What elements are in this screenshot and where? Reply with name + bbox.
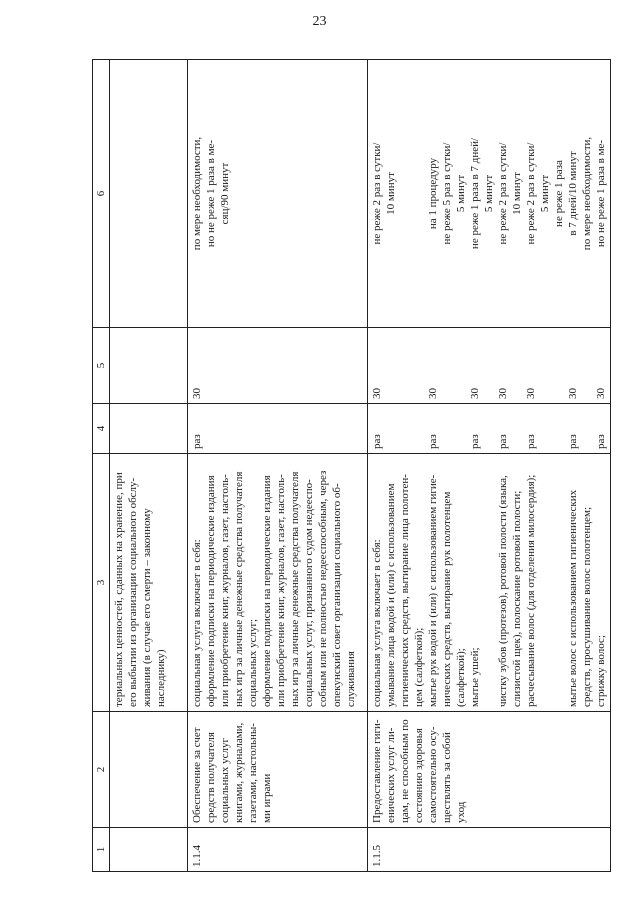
header-col-1: 1 bbox=[93, 828, 110, 872]
table-row bbox=[188, 60, 368, 872]
row-number: 1.1.4 bbox=[188, 828, 368, 872]
table-row bbox=[110, 60, 188, 872]
service-description: териальных ценностей, сданных на хранение, при его выбытии из организации социального обслу- живания (в случае его смерти – законному наследнику) bbox=[110, 454, 188, 712]
header-col-5: 5 bbox=[93, 328, 110, 404]
service-description: социальная услуга включает в себя: оформление подписки на периодические издания или приобретение книг, журналов, газет, настоль- ных игр за личные денежные средства получателя социальных услуг; оформление подписки на периодические издания или приобретение книг, журналов, газет, настоль- ных игр за личные денежные средства получателя социальных услуг, признанного судом недееспо- собным или не полностью недееспособным, через опекунский совет организации социального об- служивания bbox=[188, 454, 368, 712]
service-time bbox=[110, 328, 188, 404]
service-name bbox=[110, 712, 188, 828]
rotated-table-area bbox=[92, 60, 607, 872]
service-description: социальная услуга включает в себя: умывание лица водой и (или) с использованием гигиенических средств, вытирание лица полотен- цем (салфеткой); мытье рук водой и (или) с использованием гигие- нических средств, вытирание рук полотенцем (салфеткой); мытье ушей; чистку зубов (протезов), ротовой полости (языка, слизистой щек), полоскание ротовой полости; расчесывание волос (для отделения милосердия); мытье волос с использованием гигиенических средств, просушивание волос полотенцем; стрижку волос; bbox=[368, 454, 611, 712]
page-number: 23 bbox=[312, 14, 327, 29]
services-table bbox=[92, 59, 611, 872]
header-col-2: 2 bbox=[93, 712, 110, 828]
table-header-row bbox=[93, 60, 110, 872]
header-col-4: 4 bbox=[93, 404, 110, 454]
service-frequency: не реже 2 раз в сутки/ 10 минут на 1 процедуру не реже 5 раз в сутки/ 5 минут не реже 1 раза в 7 дней/ 5 минут не реже 2 раз в сутки/ 10 минут не реже 2 раз в сутки/ 5 минут не реже 1 раза в 7 дней/10 минут по мере необходимости, но не реже 1 раза в ме- bbox=[368, 60, 611, 328]
header-col-3: 3 bbox=[93, 454, 110, 712]
service-unit: раз раз раз раз раз раз раз bbox=[368, 404, 611, 454]
row-number bbox=[110, 828, 188, 872]
service-time: 30 30 30 30 30 30 30 bbox=[368, 328, 611, 404]
service-frequency: по мере необходимости, но не реже 1 раза в ме- сяц/90 минут bbox=[188, 60, 368, 328]
service-time: 30 bbox=[188, 328, 368, 404]
service-frequency bbox=[110, 60, 188, 328]
table-row bbox=[368, 60, 611, 872]
header-col-6: 6 bbox=[93, 60, 110, 328]
service-name: Предоставление гиги- енических услуг ли- цам, не способным по состоянию здоровья самостоятельно осу- ществлять за собой уход bbox=[368, 712, 611, 828]
service-unit: раз bbox=[188, 404, 368, 454]
service-name: Обеспечение за счет средств получателя социальных услуг книгами, журналами, газетами, настольны- ми играми bbox=[188, 712, 368, 828]
service-unit bbox=[110, 404, 188, 454]
row-number: 1.1.5 bbox=[368, 828, 611, 872]
